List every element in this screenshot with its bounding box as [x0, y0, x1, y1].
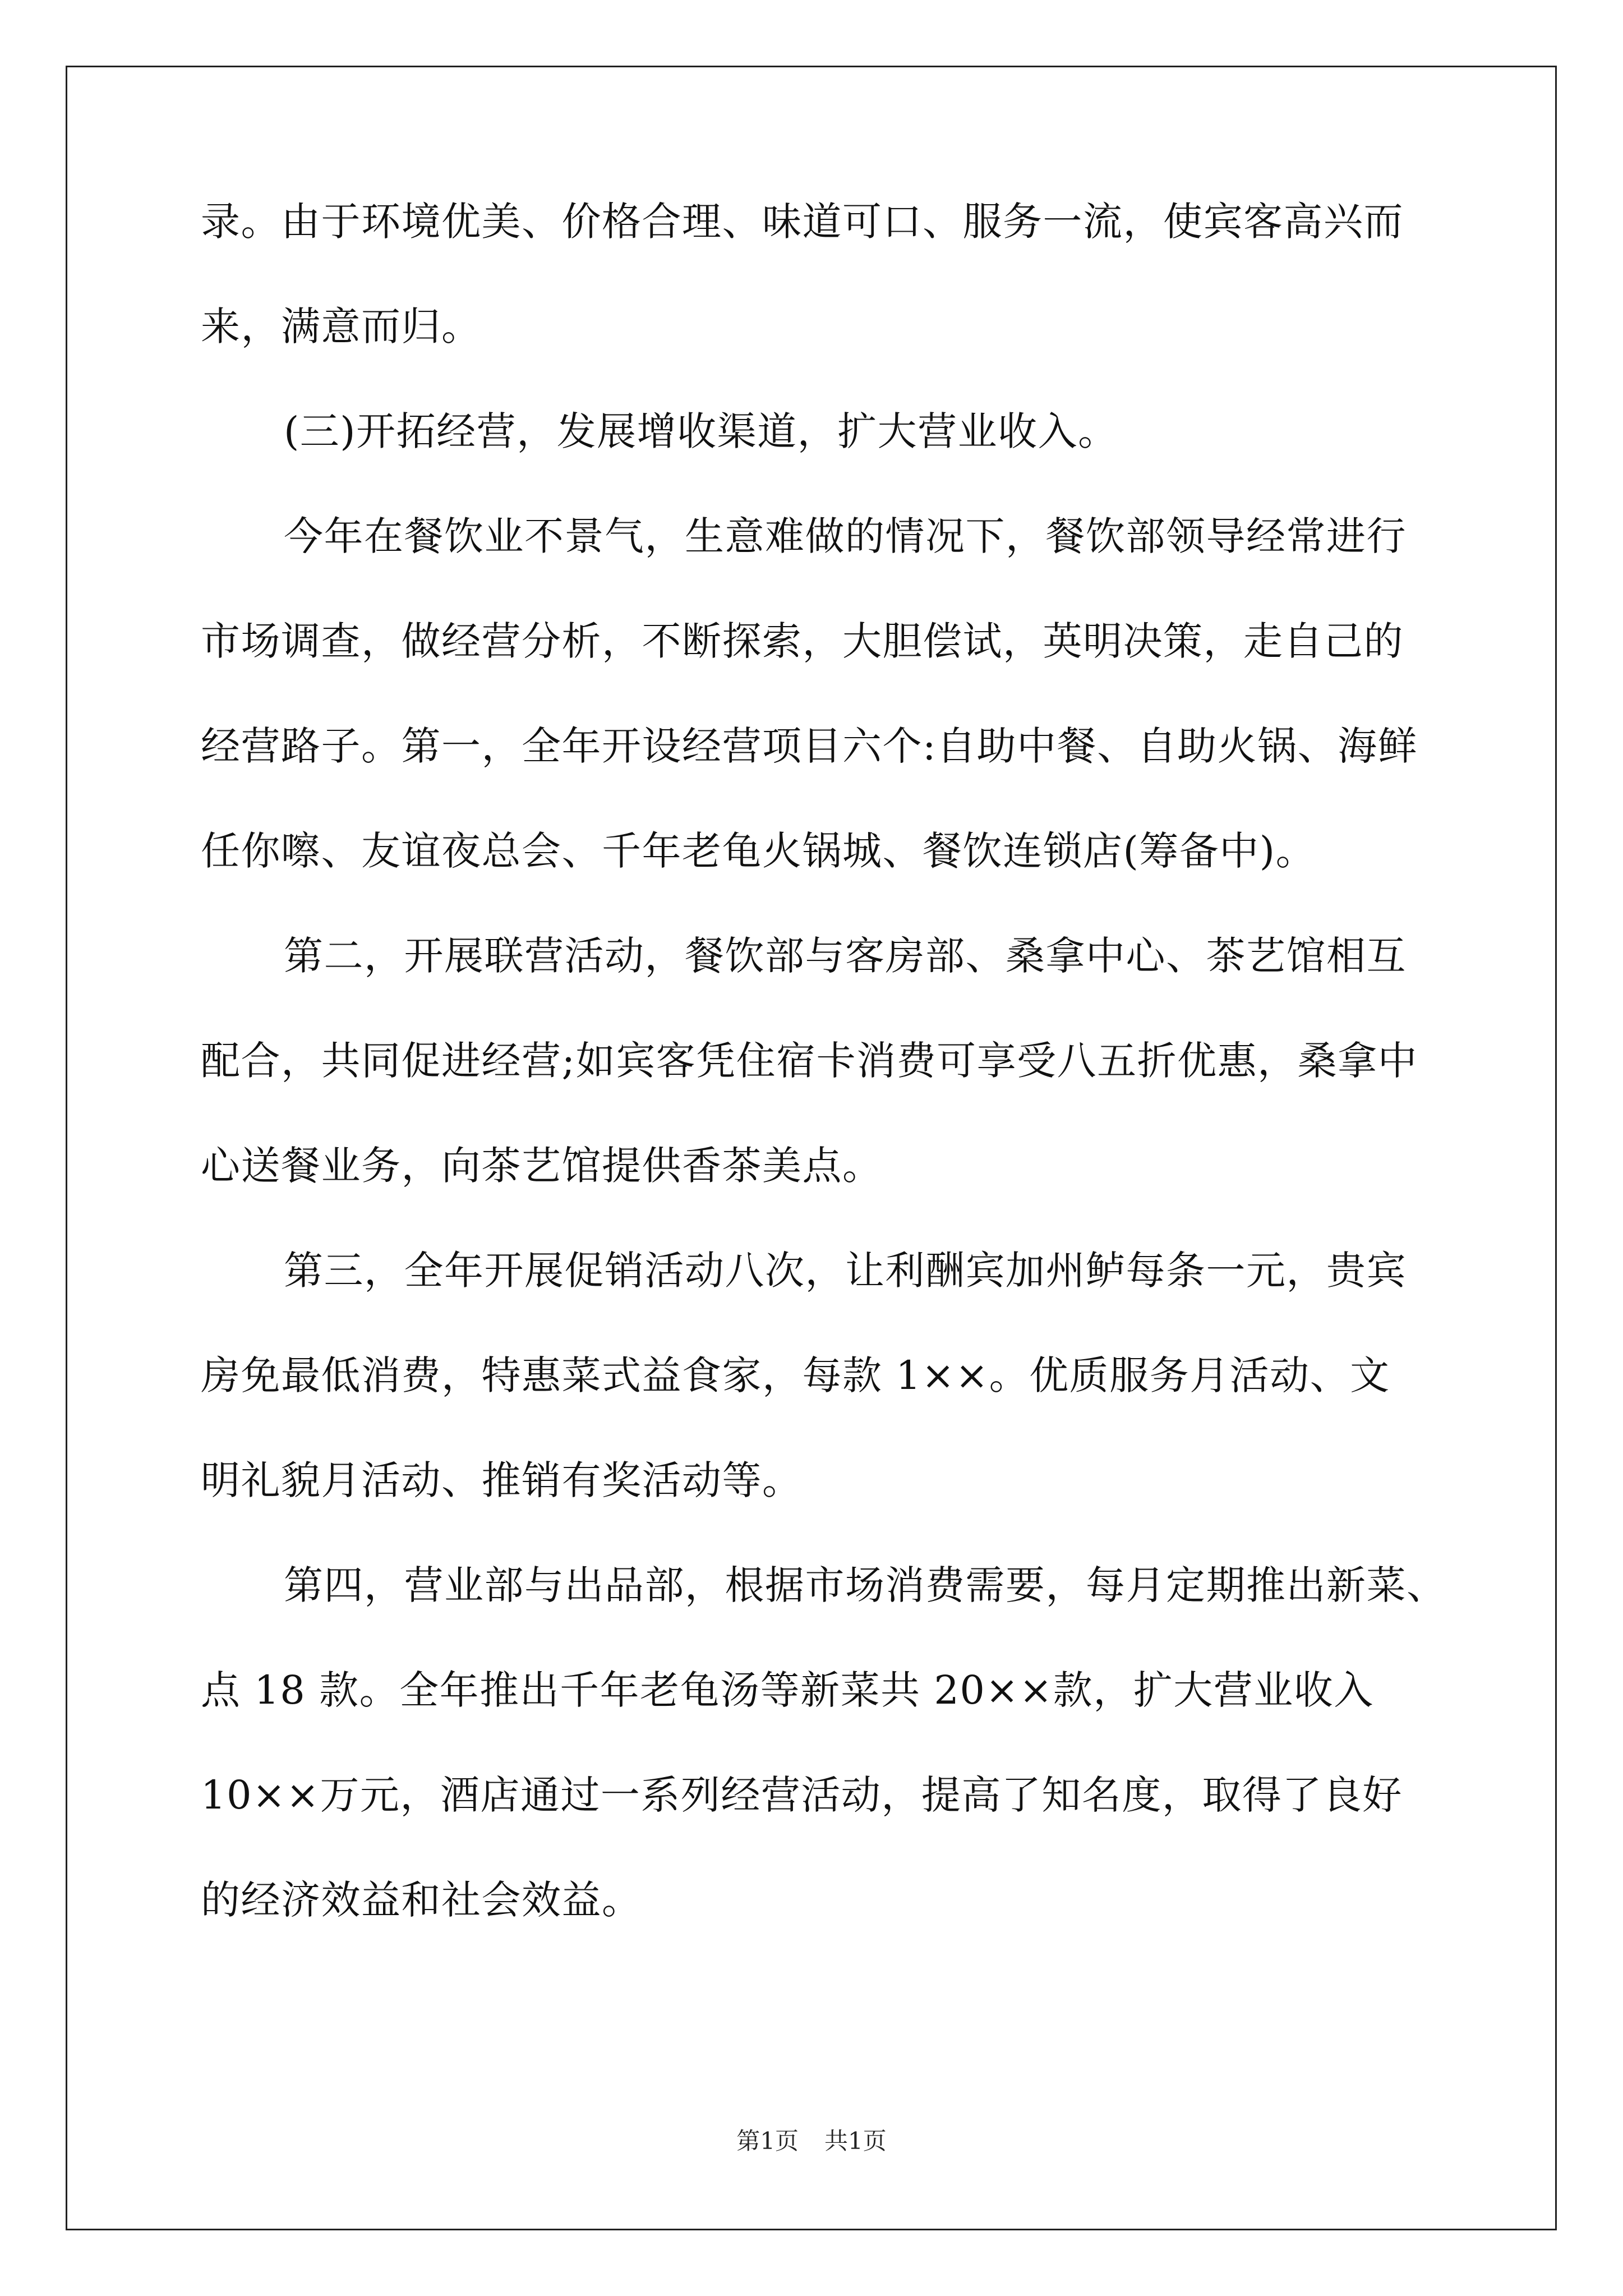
section-heading: (三)开拓经营，发展增收渠道，扩大营业收入。	[284, 408, 1118, 454]
text-line: 第四，营业部与出品部，根据市场消费需要，每月定期推出新菜、	[284, 1562, 1447, 1608]
page-footer	[0, 2129, 1623, 2153]
page-total: 共1页	[824, 2127, 887, 2155]
text-line: 第二，开展联营活动，餐饮部与客房部、桑拿中心、茶艺馆相互	[284, 933, 1407, 979]
text-line: 配合，共同促进经营;如宾客凭住宿卡消费可享受八五折优惠，桑拿中	[201, 1038, 1418, 1084]
text-line: 任你嚓、友谊夜总会、千年老龟火锅城、餐饮连锁店(筹备中)。	[201, 828, 1316, 874]
text-line: 来，满意而归。	[201, 303, 482, 349]
text-line: 心送餐业务，向茶艺馆提供香茶美点。	[201, 1143, 883, 1189]
text-line: 明礼貌月活动、推销有奖活动等。	[201, 1457, 803, 1503]
text-line: 的经济效益和社会效益。	[201, 1877, 642, 1923]
text-line: 房免最低消费，特惠菜式益食家，每款 1××。优质服务月活动、文	[201, 1352, 1390, 1398]
text-line: 录。由于环境优美、价格合理、味道可口、服务一流，使宾客高兴而	[201, 199, 1404, 245]
text-line: 市场调查，做经营分析，不断探索，大胆偿试，英明决策，走自己的	[201, 618, 1404, 664]
text-line: 10××万元，酒店通过一系列经营活动，提高了知名度，取得了良好	[201, 1772, 1403, 1818]
text-line: 第三，全年开展促销活动八次，让利酬宾加州鲈每条一元，贵宾	[284, 1248, 1407, 1294]
text-line: 今年在餐饮业不景气，生意难做的情况下，餐饮部领导经常进行	[284, 513, 1407, 559]
page-number: 第1页	[736, 2127, 799, 2155]
text-line: 点 18 款。全年推出千年老龟汤等新菜共 20××款，扩大营业收入	[201, 1667, 1374, 1713]
text-line: 经营路子。第一，全年开设经营项目六个:自助中餐、自助火锅、海鲜	[201, 723, 1418, 769]
